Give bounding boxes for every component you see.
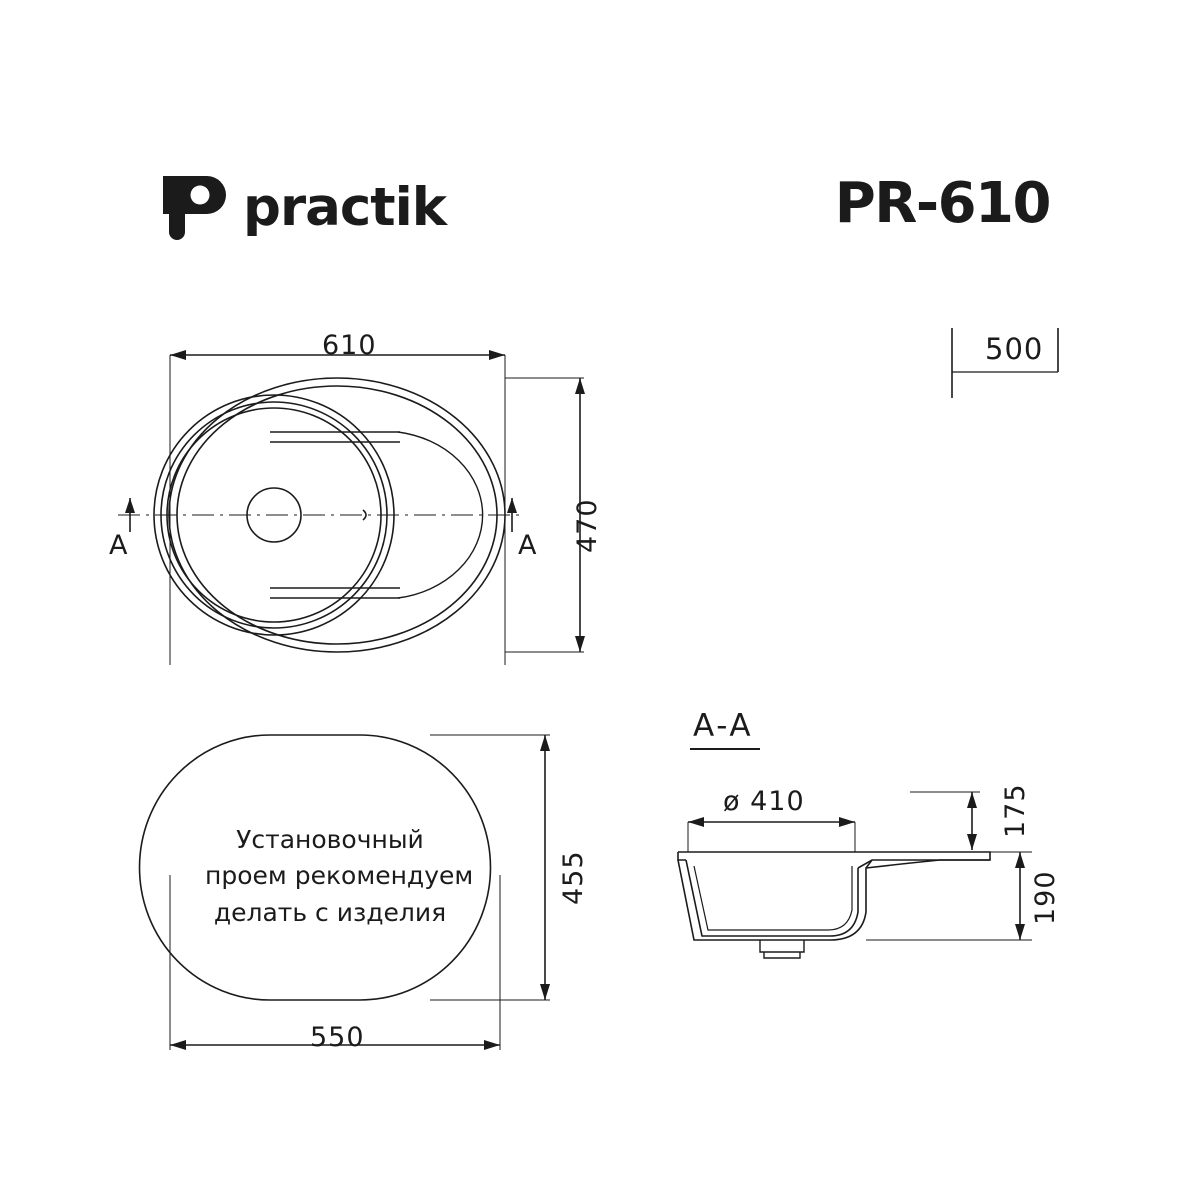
practik-logo-icon [155, 170, 229, 244]
dim-label-455: 455 [558, 850, 589, 905]
dim-label-550: 550 [310, 1022, 365, 1053]
section-title-underline [690, 748, 760, 750]
dim-line-175 [910, 792, 980, 850]
dim-label-470: 470 [572, 498, 603, 553]
brand-logo [155, 170, 446, 244]
cutout-note-line-1: Установочный [236, 825, 424, 854]
top-view [100, 320, 640, 690]
section-title-aa: А-А [693, 708, 753, 744]
cutout-note [205, 822, 474, 931]
dim-label-410: ø 410 [723, 786, 805, 817]
cutout-note-line-2: проем рекомендуем [205, 861, 474, 891]
dim-label-190: 190 [1030, 870, 1061, 925]
model-code: PR-610 [834, 171, 1050, 236]
cutout-note-line-3: делать с изделия [213, 897, 447, 927]
section-letter-left: A [109, 530, 128, 561]
section-letter-right: A [518, 530, 537, 561]
dim-label-610: 610 [322, 330, 377, 361]
brand-name: practik [243, 176, 447, 238]
dim-label-500: 500 [985, 332, 1044, 366]
dim-label-175: 175 [1000, 783, 1031, 838]
dim-line-410 [688, 817, 855, 852]
